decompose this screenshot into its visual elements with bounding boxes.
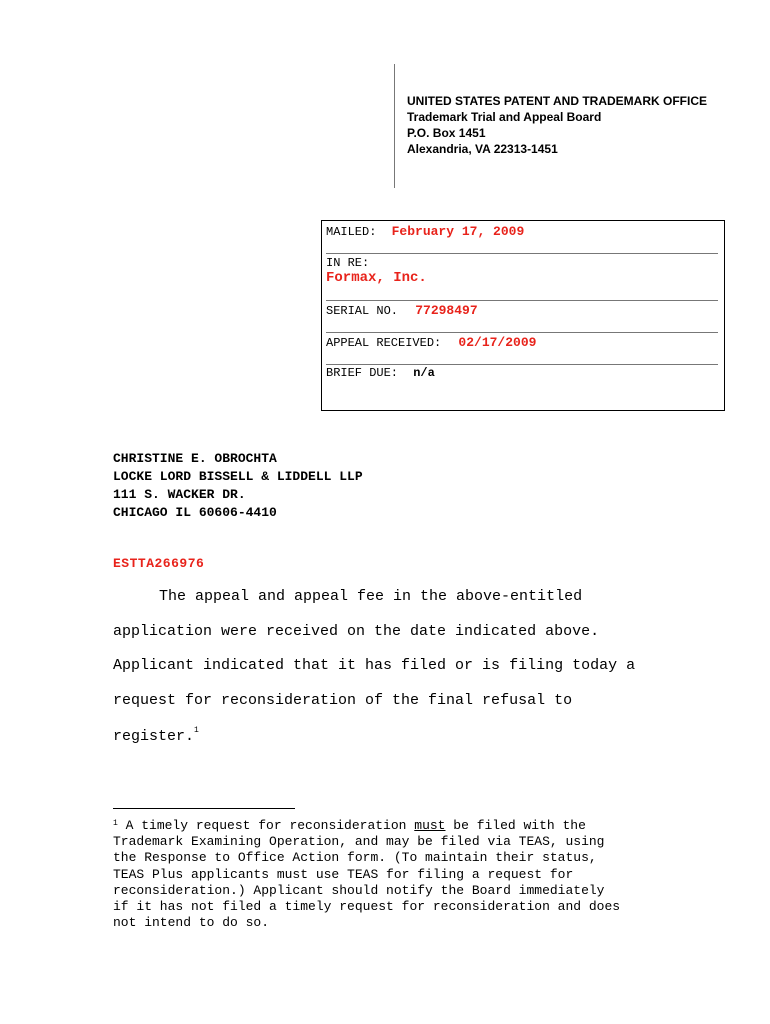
po-box: P.O. Box 1451 <box>407 126 486 140</box>
brief-label: BRIEF DUE: <box>326 366 399 380</box>
mailed-date: February 17, 2009 <box>391 224 525 239</box>
body-line-2: application were received on the date indicated above. <box>113 623 600 640</box>
city-state-zip: CHICAGO IL 60606-4410 <box>113 505 277 520</box>
separator <box>326 364 718 365</box>
recipient-name: CHRISTINE E. OBROCHTA <box>113 451 277 466</box>
separator <box>326 253 718 254</box>
footnote-rule <box>113 808 295 809</box>
footnote-text: A timely request for reconsideration <box>117 818 415 833</box>
appeal-label: APPEAL RECEIVED: <box>326 336 442 350</box>
footnote-line: if it has not filed a timely request for reconsideration and does <box>113 899 621 915</box>
body-line-5 <box>113 728 199 745</box>
body-line-4: request for reconsideration of the final refusal to <box>113 692 573 709</box>
footnote-line: Trademark Examining Operation, and may be filed via TEAS, using <box>113 834 605 850</box>
applicant-name: Formax, Inc. <box>326 270 427 286</box>
footnote-line <box>113 818 620 834</box>
body-line-1: The appeal and appeal fee in the above-entitled <box>159 588 583 605</box>
footnote-line: reconsideration.) Applicant should notify the Board immediately <box>113 882 605 898</box>
body-line-5-text: register. <box>113 728 195 745</box>
firm-name: LOCKE LORD BISSELL & LIDDELL LLP <box>113 469 363 484</box>
body-line-3: Applicant indicated that it has filed or is filing today a <box>113 657 636 674</box>
footnote-line: not intend to do so. <box>113 915 270 931</box>
mailed-row <box>326 224 524 239</box>
recipient-address <box>113 450 363 522</box>
separator <box>326 332 718 333</box>
in-re-label: IN RE: <box>326 256 370 270</box>
header-divider <box>394 64 395 188</box>
footnote-marker: 1 <box>113 819 118 828</box>
footnote-line: TEAS Plus applicants must use TEAS for filing a request for <box>113 866 574 882</box>
footnote-text: be filed with the <box>445 818 586 833</box>
brief-due-value: n/a <box>413 366 435 380</box>
appeal-row <box>326 335 536 350</box>
office-header <box>407 93 707 157</box>
city-state-zip: Alexandria, VA 22313-1451 <box>407 142 558 156</box>
board-name: Trademark Trial and Appeal Board <box>407 110 602 124</box>
mailed-label: MAILED: <box>326 225 377 239</box>
office-name: UNITED STATES PATENT AND TRADEMARK OFFICE <box>407 94 707 108</box>
separator <box>326 300 718 301</box>
serial-label: SERIAL NO. <box>326 304 399 318</box>
footnote-emphasis: must <box>414 818 446 833</box>
estta-number: ESTTA266976 <box>113 556 205 571</box>
serial-number: 77298497 <box>415 303 478 318</box>
appeal-date: 02/17/2009 <box>458 335 537 350</box>
street-address: 111 S. WACKER DR. <box>113 487 246 502</box>
mailing-info-box <box>321 220 725 411</box>
footnote-reference[interactable]: 1 <box>194 726 199 735</box>
footnote <box>113 818 620 931</box>
footnote-line: the Response to Office Action form. (To maintain their status, <box>113 850 597 866</box>
serial-row <box>326 303 478 318</box>
brief-row <box>326 366 435 380</box>
